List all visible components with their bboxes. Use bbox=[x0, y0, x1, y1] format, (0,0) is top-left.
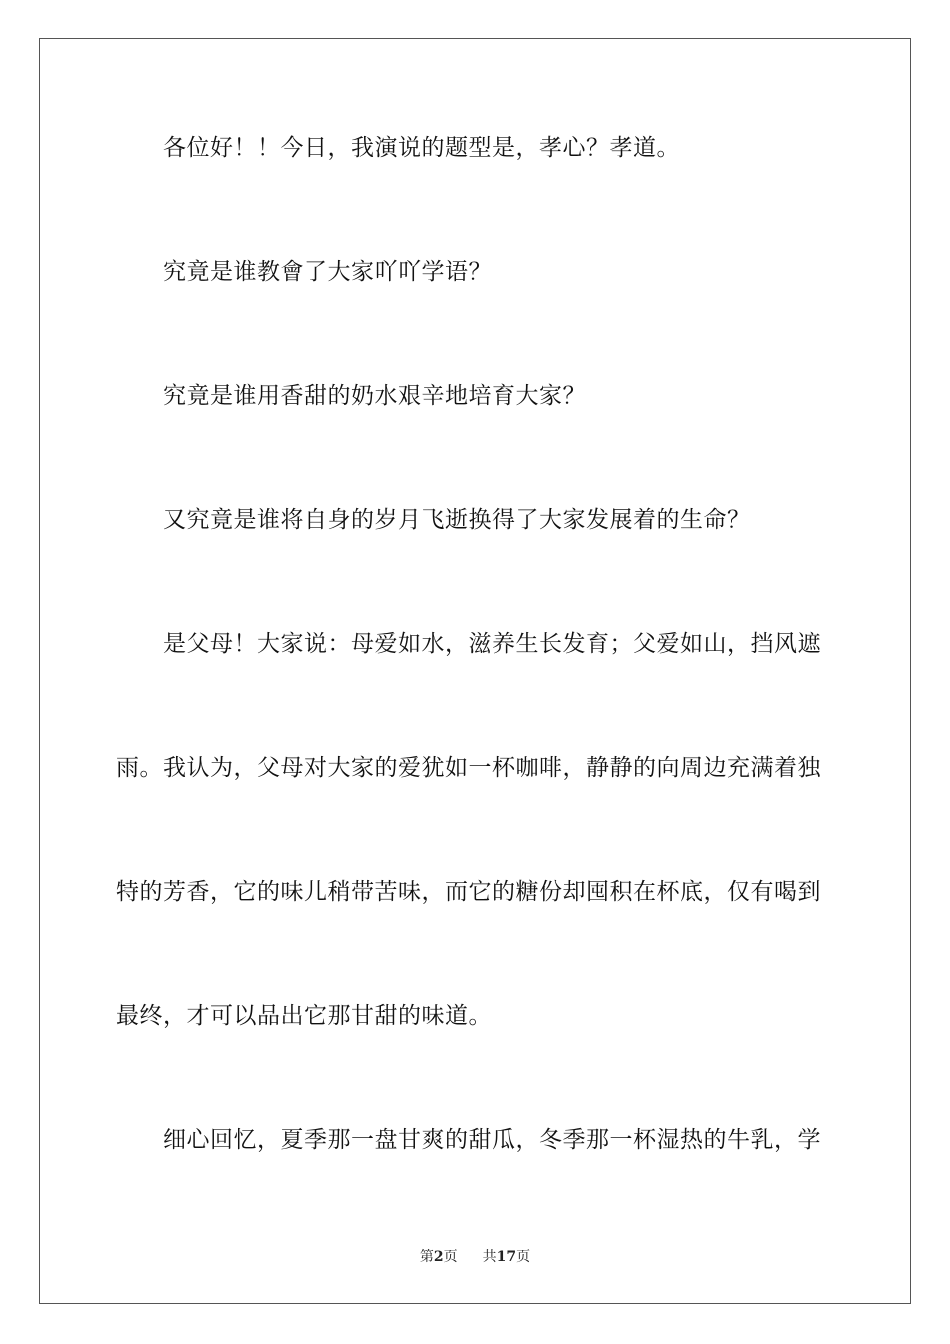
paragraph-line-1: 各位好！！今日，我演说的题型是，孝心？孝道。 bbox=[163, 135, 680, 161]
page-prefix: 第 bbox=[419, 1249, 434, 1265]
total-pages: 17 bbox=[496, 1249, 517, 1265]
page-number-label bbox=[420, 1246, 458, 1266]
paragraph-line-7: 特的芳香，它的味儿稍带苦味，而它的糖份却囤积在杯底，仅有喝到 bbox=[116, 879, 821, 905]
paragraph-line-8: 最终，才可以品出它那甘甜的味道。 bbox=[116, 1003, 492, 1029]
page-footer bbox=[0, 1246, 950, 1266]
page-number: 2 bbox=[433, 1249, 444, 1265]
paragraph-line-5: 是父母！大家说：母爱如水，滋养生长发育；父爱如山，挡风遮 bbox=[163, 631, 821, 657]
page-suffix: 页 bbox=[443, 1249, 458, 1265]
total-pages-label bbox=[483, 1246, 530, 1266]
page-border bbox=[39, 38, 911, 1304]
paragraph-line-4: 又究竟是谁将自身的岁月飞逝换得了大家发展着的生命？ bbox=[163, 507, 751, 533]
paragraph-line-2: 究竟是谁教會了大家吖吖学语？ bbox=[163, 259, 492, 285]
paragraph-line-9: 细心回忆，夏季那一盘甘爽的甜瓜，冬季那一杯湿热的牛乳，学 bbox=[163, 1127, 821, 1153]
total-suffix: 页 bbox=[516, 1249, 531, 1265]
total-prefix: 共 bbox=[482, 1249, 497, 1265]
paragraph-line-6: 雨。我认为，父母对大家的爱犹如一杯咖啡，静静的向周边充满着独 bbox=[116, 755, 821, 781]
paragraph-line-3: 究竟是谁用香甜的奶水艰辛地培育大家？ bbox=[163, 383, 586, 409]
